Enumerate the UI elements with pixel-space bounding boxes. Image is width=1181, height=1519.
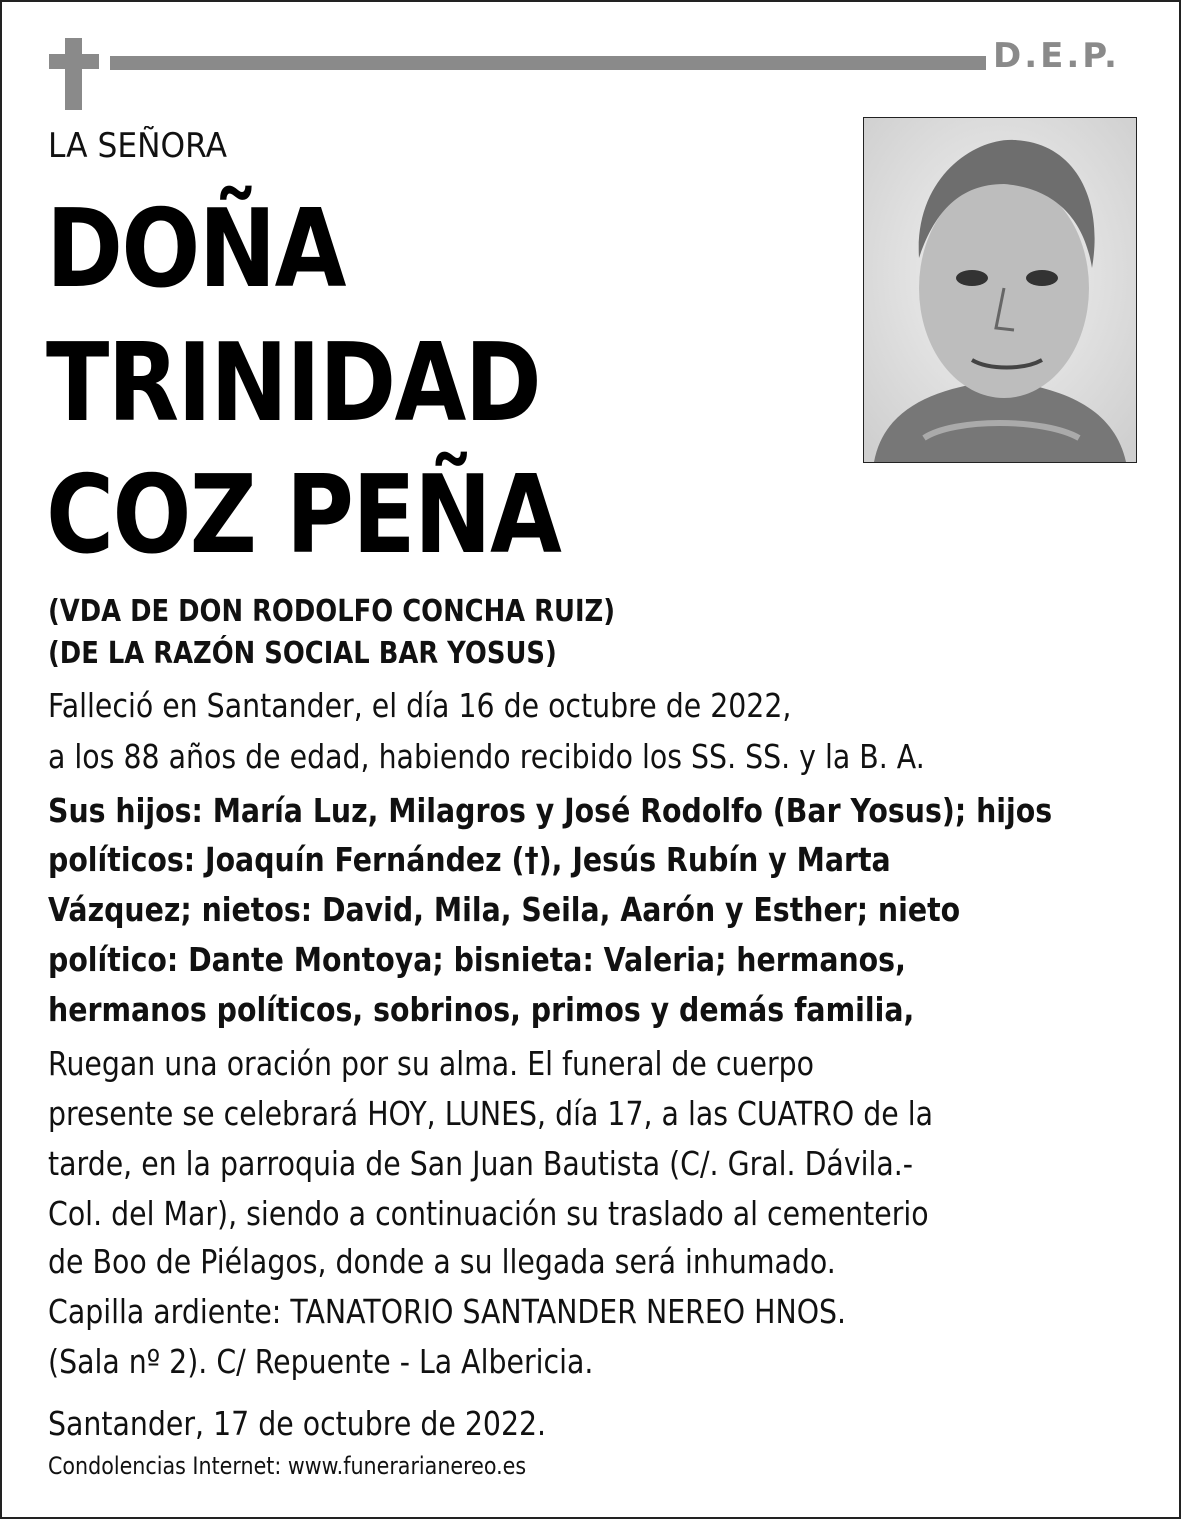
deceased-name-line-1: DOÑA [46, 187, 345, 312]
family-line-3: Vázquez; nietos: David, Mila, Seila, Aarón y Esther; nieto [48, 890, 961, 929]
service-line-1: Ruegan una oración por su alma. El funeral de cuerpo [48, 1044, 815, 1083]
intro-text: LA SEÑORA [48, 126, 227, 166]
dep-label: D.E.P. [993, 36, 1120, 76]
service-line-6: Capilla ardiente: TANATORIO SANTANDER NEREO HNOS. [48, 1292, 847, 1331]
portrait-photo [863, 117, 1137, 463]
closing-place-date: Santander, 17 de octubre de 2022. [48, 1404, 547, 1443]
family-line-4: político: Dante Montoya; bisnieta: Valeria; hermanos, [48, 940, 906, 979]
family-line-5: hermanos políticos, sobrinos, primos y demás familia, [48, 990, 915, 1029]
deceased-name-line-2: TRINIDAD [46, 321, 541, 446]
cross-icon [49, 38, 99, 110]
service-line-3: tarde, en la parroquia de San Juan Bautista (C/. Gral. Dávila.- [48, 1144, 914, 1183]
service-line-5: de Boo de Piélagos, donde a su llegada será inhumado. [48, 1242, 836, 1281]
header-rule [110, 56, 986, 70]
service-line-7: (Sala nº 2). C/ Repuente - La Albericia. [48, 1342, 594, 1381]
death-line-1: Falleció en Santander, el día 16 de octubre de 2022, [48, 686, 792, 725]
service-line-4: Col. del Mar), siendo a continuación su traslado al cementerio [48, 1194, 929, 1233]
family-line-2: políticos: Joaquín Fernández (†), Jesús Rubín y Marta [48, 840, 891, 879]
death-line-2: a los 88 años de edad, habiendo recibido los SS. SS. y la B. A. [48, 737, 925, 776]
condolences-text: Condolencias Internet: www.funerarianereo.es [48, 1452, 527, 1480]
subtitle-widow: (VDA DE DON RODOLFO CONCHA RUIZ) [48, 594, 616, 629]
deceased-name-line-3: COZ PEÑA [46, 453, 561, 578]
subtitle-business: (DE LA RAZÓN SOCIAL BAR YOSUS) [48, 636, 557, 671]
service-line-2: presente se celebrará HOY, LUNES, día 17, a las CUATRO de la [48, 1094, 934, 1133]
family-line-1: Sus hijos: María Luz, Milagros y José Rodolfo (Bar Yosus); hijos [48, 791, 1053, 830]
